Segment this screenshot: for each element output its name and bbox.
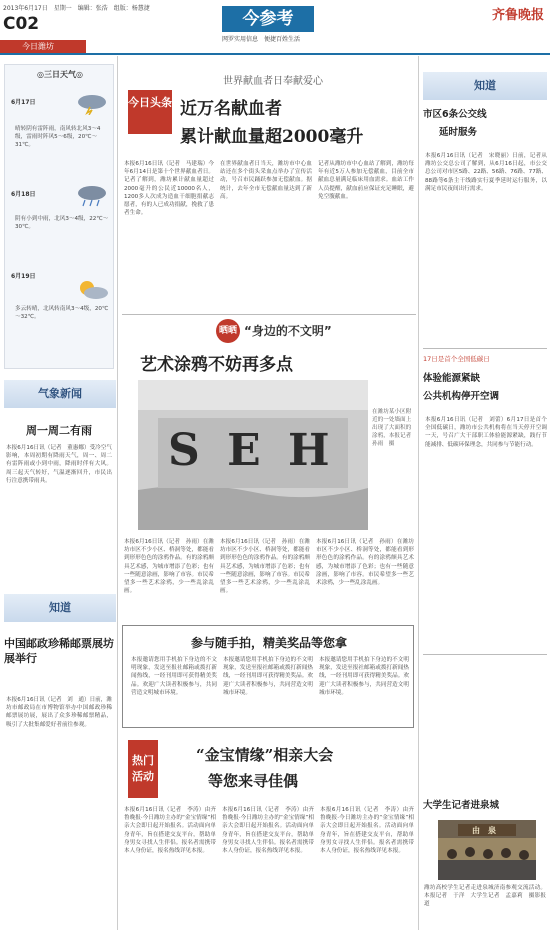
- activity-headline-line2: 等您来寻佳偶: [208, 772, 299, 790]
- article-body: 本报6月16日讯（记者 董惠娜）受冷空气影响，本周初期有降雨天气，周一、周二有雷阵雨或小到中雨，降雨时伴有大风。周三起天气转好，气温逐渐回升，市民出行注意携带雨具。: [6, 445, 112, 484]
- main-headline-line2: 累计献血量超2000毫升: [180, 127, 364, 147]
- weather-date: 6月18日: [11, 191, 36, 198]
- graffiti-letters: S E H: [168, 425, 336, 476]
- prize-title: 参与随手拍，精美奖品等您拿: [190, 636, 347, 650]
- prize-box: [122, 625, 414, 728]
- article-body: 本报6月16日讯（记者 刘 通）日前，潍坊市邮政局在市博物馆举办中国邮政珍稀邮票展坊展，展出了众多珍稀邮票精品，吸引了大批集邮爱好者前往参观。: [6, 697, 112, 728]
- column-title: “身边的不文明”: [244, 324, 332, 338]
- article-headline: 市区6条公交线: [423, 109, 487, 120]
- right-column: [418, 56, 550, 930]
- photo-caption: 在潍坊某小区附近的一处墙面上出现了大面积的涂鸦，本报记者 孙雨 摄: [372, 409, 417, 447]
- divider: [122, 314, 416, 315]
- article-body: 本报6月16日讯（记者 孙雨）在潍坊市区不少小区、桥洞等处，都能看到形形色色的涂鸦作品。有的涂鸦颇具艺术感，为城市增添了色彩；也有一些随意涂画，影响了市容。市民希望多一些艺术涂鸦，少一些乱涂乱画。: [220, 539, 310, 595]
- article-body: 本报6月16日讯（记者 李涛）由齐鲁晚报·今日潍坊主办的“金宝情缘”相亲大会即日起开始报名。活动面向单身青年，旨在搭建交友平台，帮助单身男女寻找人生伴侣。报名者需携带本人身份证，报名热线详见本报。: [222, 807, 314, 855]
- page-code: C02: [3, 14, 40, 34]
- prize-body: 本报邀请您用手机拍下身边的不文明现象，发送至报社邮箱或拨打新闻热线，一经刊用即可获得精美奖品。欢迎广大读者积极参与，共同营造文明城市环境。: [319, 657, 409, 696]
- page-header: [0, 0, 550, 54]
- article-body: 本报6月16日讯（记者 李涛）由齐鲁晚报·今日潍坊主办的“金宝情缘”相亲大会即日起开始报名。活动面向单身青年，旨在搭建交友平台，帮助单身男女寻找人生伴侣。报名者需携带本人身份证，报名热线详见本报。: [320, 807, 414, 855]
- weather-desc: 阴有小到中雨，北风3～4级，22℃～30℃。: [15, 216, 109, 230]
- article-subhead: 17日是首个全国低碳日: [423, 355, 490, 363]
- date-line: 2013年6月17日 星期一 编辑：张浩 组版：杨慧捷: [3, 5, 150, 12]
- article-headline: 中国邮政珍稀邮票展坊展举行: [4, 637, 114, 665]
- article-headline: 周一周二有雨: [26, 424, 92, 437]
- article-headline: 延时服务: [439, 127, 478, 138]
- article-body: 本报6月16日讯（记者 宋晓丽）日前，记者从潍坊公交总公司了解到，从6月16日起，市公交总公司对市区5路、22路、56路、76路、77路、88路等6条主干线路实行夏季延时运行服务，以满足市民夜间出行需求。: [425, 153, 547, 192]
- weather-desc: 多云转晴，北风转南风3～4级，20℃～32℃。: [15, 306, 109, 320]
- student-reporters-photo: [438, 820, 536, 880]
- brand-logo: 今参考: [222, 6, 314, 32]
- column-badge: 晒晒: [216, 319, 240, 343]
- weather-date: 6月19日: [11, 273, 36, 280]
- tag-today-headline: 今日头条: [128, 90, 172, 134]
- article-body: 本报6月16日讯（记者 李涛）由齐鲁晚报·今日潍坊主办的“金宝情缘”相亲大会即日起开始报名。活动面向单身青年，旨在搭建交友平台，帮助单身男女寻找人生伴侣。报名者需携带本人身份证，报名热线详见本报。: [124, 807, 216, 855]
- article-body: 本报6月16日讯（记者 刘蕾）6月17日是首个全国低碳日，潍坊市公共机构将在当天停开空调一天，号召广大干部职工体验能源紧缺，践行节能减排、低碳环保理念，共同参与节能行动。: [425, 417, 547, 448]
- activity-headline-line1: “金宝情缘”相亲大会: [196, 746, 334, 764]
- weather-box: [4, 64, 114, 369]
- graffiti-headline: 艺术涂鸦不妨再多点: [140, 355, 293, 375]
- article-kicker: 世界献血者日奉献爱心: [223, 76, 323, 87]
- divider: [423, 654, 547, 655]
- article-body: 本报6月16日讯（记者 孙雨）在潍坊市区不少小区、桥洞等处，都能看到形形色色的涂鸦作品。有的涂鸦颇具艺术感，为城市增添了色彩；也有一些随意涂画，影响了市容。市民希望多一些艺术涂鸦，少一些乱涂乱画。: [124, 539, 214, 595]
- column-banner: [216, 318, 436, 344]
- article-body: 在世界献血者日当天，潍坊市中心血站还在多个街头采血点举办了宣传活动，号召市民踊跃参加无偿献血。据统计，去年全市无偿献血量达到了新高。: [220, 161, 312, 200]
- rain-icon: [75, 185, 109, 207]
- photo-caption: 潍坊高校学生记者走进泉城济南参观交流活动。本报记者 于洋 大学生记者 孟嘉莉 摄影报道: [424, 885, 546, 908]
- article-headline: 公共机构停开空调: [423, 391, 500, 402]
- thunder-rain-icon: [75, 93, 109, 115]
- brand-tagline: 网罗实用信息 便捷百姓生活: [222, 36, 301, 43]
- prize-body: 本报邀请您用手机拍下身边的不文明现象，发送至报社邮箱或拨打新闻热线，一经刊用即可获得精美奖品。欢迎广大读者积极参与，共同营造文明城市环境。: [223, 657, 313, 696]
- prize-body: 本报邀请您用手机拍下身边的不文明现象，发送至报社邮箱或拨打新闻热线，一经刊用即可获得精美奖品。欢迎广大读者积极参与，共同营造文明城市环境。: [131, 657, 217, 696]
- article-body: 本报6月16日讯（记者 孙雨）在潍坊市区不少小区、桥洞等处，都能看到形形色色的涂鸦作品。有的涂鸦颇具艺术感，为城市增添了色彩；也有一些随意涂画，影响了市容。市民希望多一些艺术涂鸦，少一些乱涂乱画。: [316, 539, 414, 587]
- weather-date: 6月17日: [11, 99, 36, 106]
- article-body: 记者从潍坊市中心血站了解到，潍坊每年有近5万人参加无偿献血，目前全市献血总量满足临床用血需求。血站工作人员提醒，献血前应保证充足睡眠，避免空腹献血。: [318, 161, 414, 200]
- section-band-zhidao: 知道: [4, 594, 116, 622]
- partly-sunny-icon: [75, 279, 109, 301]
- section-band-weather-news: 气象新闻: [4, 380, 116, 408]
- main-headline-line1: 近万名献血者: [180, 99, 282, 119]
- weather-title: ◎三日天气◎: [37, 70, 83, 79]
- paper-name: 齐鲁晚报: [491, 8, 544, 23]
- section-label: 今日潍坊: [0, 40, 86, 53]
- article-headline: 大学生记者进泉城: [423, 800, 500, 811]
- weather-desc: 晴转阴有雷阵雨，南风转北风3～4级，雷雨时阵风5～6级，20℃～31℃。: [15, 126, 101, 148]
- article-body: 本报6月16日讯（记者 马建瑞）今年6月14日是第十个世界献血者日。记者了解到，潍坊累计献血量超过2000毫升的公民近10000名人，1200多人次成为造血干细胞捐献志愿者，有的人已成功捐献，挽救了患者生命。: [124, 161, 214, 217]
- section-band-zhidao: 知道: [423, 72, 547, 100]
- left-column: [0, 56, 118, 930]
- tag-hot-activity: 热门活动: [128, 740, 158, 798]
- header-rule: [0, 53, 550, 55]
- article-headline: 体验能源紧缺: [423, 373, 481, 384]
- divider: [423, 348, 547, 349]
- graffiti-photo: [138, 380, 368, 530]
- photo-sign-text: 由 泉: [472, 826, 496, 835]
